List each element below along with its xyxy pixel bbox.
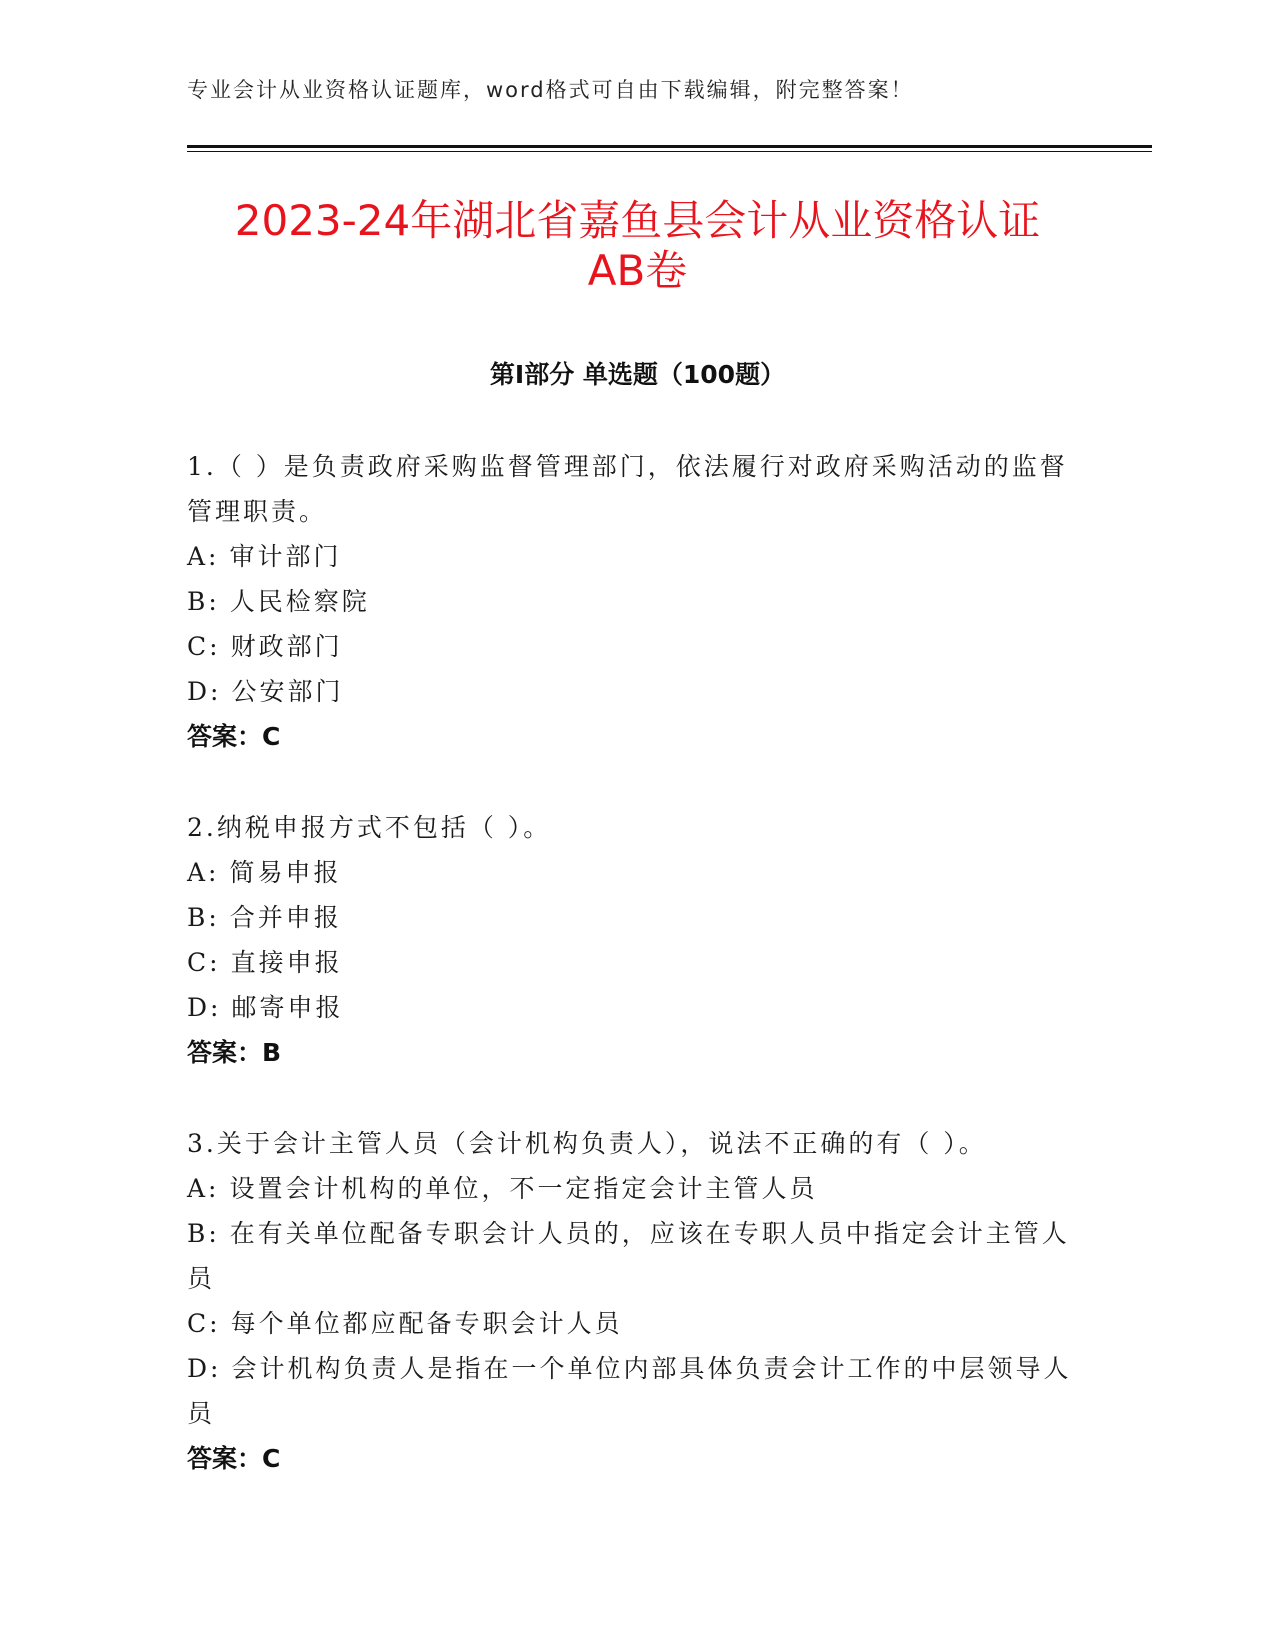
header-divider-thin <box>187 151 1152 152</box>
page-header: 专业会计从业资格认证题库，word格式可自由下载编辑，附完整答案！ <box>187 78 914 102</box>
header-divider <box>187 145 1152 148</box>
option-key: C: <box>187 1309 221 1338</box>
option-a <box>187 1166 1087 1211</box>
option-key: B: <box>187 587 220 616</box>
question-2 <box>187 805 1087 1075</box>
option-text: 每个单位都应配备专职会计人员 <box>230 1309 623 1338</box>
question-stem: 3.关于会计主管人员（会计机构负责人），说法不正确的有（ ）。 <box>187 1129 987 1158</box>
option-key: A: <box>187 542 220 571</box>
option-key: A: <box>187 1174 220 1203</box>
document-title-line-1: 2023-24年湖北省嘉鱼县会计从业资格认证 <box>234 196 1041 245</box>
option-text: 人民检察院 <box>229 587 370 616</box>
option-text: 合并申报 <box>229 903 342 932</box>
option-a <box>187 534 1087 579</box>
document-title <box>0 196 1275 296</box>
option-key: B: <box>187 903 220 932</box>
option-text: 设置会计机构的单位，不一定指定会计主管人员 <box>229 1174 818 1203</box>
option-d <box>187 1346 1087 1436</box>
option-text: 会计机构负责人是指在一个单位内部具体负责会计工作的中层领导人员 <box>187 1354 1072 1428</box>
option-key: D: <box>187 677 222 706</box>
option-key: C: <box>187 948 221 977</box>
section-heading: 第Ⅰ部分 单选题（100题） <box>489 360 786 389</box>
option-b <box>187 1211 1087 1301</box>
answer: 答案：B <box>187 1038 282 1067</box>
option-text: 公安部门 <box>231 677 344 706</box>
option-c <box>187 624 1087 669</box>
option-text: 在有关单位配备专职会计人员的，应该在专职人员中指定会计主管人员 <box>187 1219 1070 1293</box>
option-text: 简易申报 <box>229 858 342 887</box>
option-key: B: <box>187 1219 220 1248</box>
question-1 <box>187 444 1087 759</box>
option-key: D: <box>187 1354 222 1383</box>
option-a <box>187 850 1087 895</box>
option-c <box>187 940 1087 985</box>
option-text: 审计部门 <box>229 542 342 571</box>
option-c <box>187 1301 1087 1346</box>
document-title-line-2: AB卷 <box>587 246 688 295</box>
option-b <box>187 579 1087 624</box>
question-stem: 1.（ ）是负责政府采购监督管理部门，依法履行对政府采购活动的监督管理职责。 <box>187 452 1068 526</box>
option-key: C: <box>187 632 221 661</box>
answer: 答案：C <box>187 1444 281 1473</box>
option-d <box>187 985 1087 1030</box>
option-text: 财政部门 <box>230 632 343 661</box>
option-key: D: <box>187 993 222 1022</box>
option-b <box>187 895 1087 940</box>
question-list <box>187 444 1087 1527</box>
answer: 答案：C <box>187 722 281 751</box>
option-key: A: <box>187 858 220 887</box>
option-d <box>187 669 1087 714</box>
question-stem: 2.纳税申报方式不包括（ ）。 <box>187 813 552 842</box>
question-3 <box>187 1121 1087 1481</box>
option-text: 邮寄申报 <box>231 993 344 1022</box>
option-text: 直接申报 <box>230 948 343 977</box>
